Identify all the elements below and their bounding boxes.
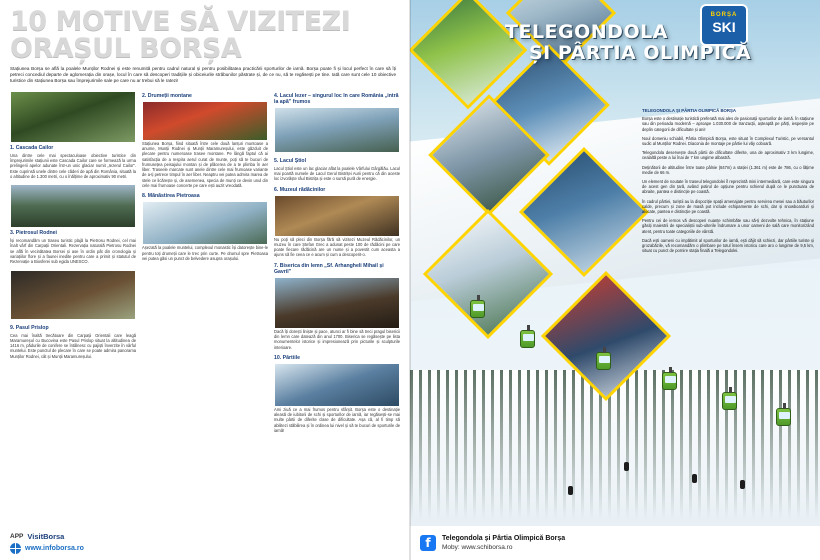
list-item: [10, 270, 136, 320]
item-title-text: Drumeții montane: [147, 92, 192, 99]
left-page-footer: [10, 532, 400, 554]
list-item: [274, 158, 400, 182]
list-item: [274, 263, 400, 350]
app-line: [10, 532, 400, 541]
info-paragraph: Noul domeniu schiabil, Pârtia Olimpică Borșa, este situat în Complexul Turistic, pe versantul sudic al Munților Rodnei. Diaconia de montaje pe pârtie lui văy coboară.: [642, 135, 814, 147]
headline-line-1: 10 MOTIVE SĂ VIZITEZI: [10, 6, 351, 37]
item-body: Una dintre cele mai spectaculoase obiective turistice din împrejurimile stațiunii este Cascada Cailor care se formează la urma prelingerii apelor adunate într-un unic glaciar numit „Iezerul Cailor”. Este cuprinsă unele dintre cele căderi de apă din România, situată la o altitudine de 1.300 metri, cu o înălțime de aproximativ 90 metri.: [10, 152, 136, 179]
item-title: [274, 263, 400, 275]
item-number: 8.: [142, 193, 147, 200]
website-url[interactable]: www.infoborsa.ro: [25, 545, 84, 552]
info-paragraph: Un element de noutate în traseul telegondolei îl reprezintă mini intermediară, care este singura de acest gen din țară, având potirul de opțiune pentru schierul după ce le punctuara de abraite, pantea e distincție pe coastă.: [642, 179, 814, 195]
right-page-footer: [410, 526, 820, 560]
info-paragraph: Pentru cei de iernos vă descoperi nuanțe schimbăte sau să-ți dezvolte tehnica, în stațiune găsiți maiestrii de specialiștii sub-ulterile îndrumare a unor oameni de sală care monitorizând atent, pentru toate categoriile de vârstă.: [642, 218, 814, 234]
website-line[interactable]: [10, 543, 400, 554]
right-page: [410, 0, 820, 560]
item-body: Lacul Știol este un lac glaciar aflat la poalele Vârfului Gârgălău. Lacul mai poartă numele de Lacul Gerul Bistriței Aurii pentru că din aceste loc izvorăște râul Bistrița și este o sursă pură de energie.: [274, 165, 400, 182]
photo-cascada-cailor: [10, 91, 136, 143]
item-title-text: Lacul Știol: [279, 157, 307, 164]
info-paragraph: Telegondola deservește două pârtii de dificultate diferite, una de aproximativ 3 km lungime, cealaltă peste a lui înai de 7 km ungime albastră.: [642, 150, 814, 161]
skier-figure: [740, 480, 745, 489]
footer-website[interactable]: Moby: www.schiborsa.ro: [442, 544, 513, 551]
list-item: [142, 93, 268, 189]
list-item: [274, 355, 400, 433]
gondola-cabin: [722, 392, 737, 410]
photo-drumetii-montane: [142, 101, 268, 141]
collage-photo-gondola: [519, 147, 649, 277]
page-title: [10, 8, 400, 62]
column-1: [10, 91, 136, 523]
item-number: 1.: [10, 144, 15, 151]
intro-paragraph: Stațiunea Borșa se află la poalele Munților Rodnei și este renumită pentru cadrul natural și pentru posibilitatea practicării sporturilor de iarnă. Borșa poate fi și locul perfect în care să îți petreci concediul departe de aglomerația din orașe, locul în care să descoperi tradițiile și obiceiurile străbunilor păstrate și, de ce nu, să te regăsești pe tine. Iată care sunt cele 10 obiective turistice din stațiunea Borșa sau împrejurimile sale pe care nu ar trebui să le ratezi!: [10, 66, 396, 84]
right-page-title: [505, 19, 805, 64]
footer-page-name: Telegondola și Pârtia Olimpică Borșa: [442, 535, 566, 542]
gondola-cabin: [470, 300, 485, 318]
item-title: [10, 230, 136, 236]
item-number: 7.: [274, 262, 279, 269]
item-title: [142, 193, 268, 199]
footer-social-text: [442, 534, 565, 552]
photo-lacul-iezer: [274, 107, 400, 153]
item-title-text: Biserica din lemn „Sf. Arhangheli Mihail și Gavril”: [274, 262, 384, 275]
collage-photo-mountain-view: [423, 209, 553, 339]
item-title: [274, 355, 400, 361]
app-label: APP: [10, 533, 24, 540]
logo-top-text: BORȘA: [710, 12, 738, 18]
item-body: Ami ziuă ce a mai frumos pentru sfârșit. Borșa este o destinație aleasă de iubitorii de schi și sporturilor de iarnă, iar regăsești-se mai multe pârtii de diferite clase de dificultate. Așa că, al fi timp să abilitezi stăbilirea și în ordinea lui nivel și să te bucuri de sporturile de iarnă!: [274, 406, 400, 434]
item-title: [10, 145, 136, 151]
list-item: [10, 184, 136, 264]
info-text-block: [642, 108, 814, 257]
column-3: [274, 91, 400, 523]
article-columns: [10, 91, 400, 523]
item-body: Dacă îți dorești liniște și pace, atunci ar fi bine să treci pragul bisericii din lemn care datează din anul 1700. Biserica se regăsește pe lista monumentelor istorice și impresionează prin picturile și sculpturile interioare.: [274, 328, 400, 350]
item-title-text: Cascada Cailor: [15, 144, 54, 151]
item-title: [142, 93, 268, 99]
item-title-text: Pietrosul Rodnei: [15, 230, 57, 237]
list-item: [10, 325, 136, 359]
info-paragraph: Deținătorii de altitudine între toate pâlnie (847m) a stației (1.361 m) este de 786, cu o lățime medie de 66 m.: [642, 164, 814, 175]
item-title-text: Pasul Prislop: [15, 324, 49, 331]
collage-photo-crowd: [541, 271, 671, 401]
item-body: Cea mai înaltă trecătoare din Carpații Orientali care leagă Maramureșul cu Bucovina este Pasul Prislop situat la altitudinea de 1416 m, pădurile de conifere se întâlnesc cu pajiști înverzite în vârful muntelui. Este punctul de plecare în care se poate admira panorama Munților Rodnei, cât și Munții Maramureșului.: [10, 332, 136, 359]
item-body: Stațiunea Borșa, fiind situată între cele două lanțuri muntoase a anume, Munții Rodnei și Munții Maramureșului, este găzduit de plecare pentru numeroase trasee montane. Pe lângă faptul că ai satisfacția de a respira aerul curat de munte, poți să te bucuri de frumusețea peisajului montan și de plăcerea de a te plimba în aer liber. Traseele marcate sunt anele dintre cele mai frumoase variante de a-ți petrece timpul în aer liber. Neaptru vei putea admira marea de stele ce licărește și, de asemenea, specia de munți ce devin unul din cele mai frumoase concerte pe care ești auzit vreodată.: [142, 140, 268, 188]
footer-contact: [10, 532, 400, 554]
app-name[interactable]: VisitBorsa: [27, 532, 65, 541]
skier-figure: [568, 486, 573, 495]
gondola-cabin: [520, 330, 535, 348]
gondola-cabin: [596, 352, 611, 370]
globe-icon: [10, 543, 21, 554]
column-2: [142, 91, 268, 523]
item-title: [10, 325, 136, 331]
info-paragraph: Dacă ești oameni cu impătimit al sporturilor de iarnă, ești dăjit să schiezi, dar pârtiile turiste și grozabăzile, vă recomandăm o plimbare pe totul însem istoricu care aro o lungime de 9,5 km, situat cu punct de pornire stația finală a Telegondolei.: [642, 237, 814, 254]
item-number: 9.: [10, 324, 15, 331]
skier-figure: [692, 474, 697, 483]
list-item: [10, 91, 136, 179]
photo-manastirea-pietroasa: [10, 270, 136, 320]
photo-manastire-2: [142, 201, 268, 245]
page-gutter: [409, 0, 411, 560]
photo-biserica-lemn: [274, 277, 400, 329]
item-number: 4.: [274, 92, 279, 99]
gondola-cabin: [662, 372, 677, 390]
logo-main-text: SKI: [712, 19, 736, 35]
right-title-line-1: TELEGONDOLA: [505, 21, 668, 43]
skier-figure: [624, 462, 629, 471]
info-paragraph: Borșa este o destinație turistică preferată mai ales de pasionații sporturilor de iarnă. În stațiune sau din perioada modernă – aproape 1.030.000 de tranzacții, așteaptă pe părți, iespeșite pe deplin categorii de dificultate și ani!: [642, 116, 814, 132]
photo-collage: [410, 0, 820, 560]
list-item: [274, 187, 400, 258]
info-paragraph: În cadrul pârtiei, turiștii au la dispoziție spații amenajate pentru servirea mesei sau a băuturilor calde, precum și zone de masă pot include echipamente de schi, dar și snowboarduri și alocate, pantea e distincție pe coastă.: [642, 198, 814, 215]
item-number: 3.: [10, 230, 15, 237]
item-title: [274, 93, 400, 105]
photo-pietrosul-rodnei: [10, 184, 136, 228]
photo-muzeul-radacinilor: [274, 195, 400, 237]
item-title-text: Muzeul rădăcinilor: [279, 186, 326, 193]
right-title-line-2: ȘI PÂRTIA OLIMPICĂ: [529, 42, 752, 64]
item-title-text: Pârtiile: [282, 354, 300, 361]
item-number: 2.: [142, 92, 147, 99]
item-title: [274, 158, 400, 164]
item-title-text: Mănăstirea Pietroasa: [147, 193, 200, 200]
info-heading: TELEGONDOLA ȘI PÂRTIA OLIMPICĂ BORȘA: [642, 108, 736, 113]
item-number: 5.: [274, 157, 279, 164]
item-number: 6.: [274, 186, 279, 193]
photo-partiile: [274, 363, 400, 407]
item-title: [274, 187, 400, 193]
facebook-icon[interactable]: f: [420, 535, 436, 551]
headline-line-2: ORAȘUL BORȘA: [10, 33, 242, 64]
item-body: Nu poți să pleci din Borșa fără să vizitezi Muzeul Rădăcinilor, un muzeu în care Ștefan Grec a adunat peste 100 de rădăcini pe care poate fiecare rădăcină are un nume și a povestit cum aceasta a ajuns să fie ceea ce e acum și cum a descoperit-o.: [274, 236, 400, 258]
item-number: 10.: [274, 354, 282, 361]
gondola-cabin: [776, 408, 791, 426]
item-title-text: Lacul Iezer – singurul loc în care România „intră la apă” frumos: [274, 92, 399, 105]
item-body: Își recomandăm un traseu turistic plajă la Pietrosu Rodnei, cel mai înalt vârf din Carpații Orientali. Rezervația naturală Pietrosu Rodnei se află în vecinătatea Borsei și ase în ordin pât din cronologia și variațiilor flore și a faunei inedite pentru care a primit și statutul de Rezervație a Biosferei sub egida UNESCO.: [10, 238, 136, 265]
list-item: [274, 93, 400, 153]
list-item: [142, 193, 268, 261]
item-body: Așezată la poalele muntelui, complexul monastic își datorește bine-le pentru toți drumeții care le trec prin curte. Pe drumul spre Pietroasa vei putea găsi un punct de belvedere asupra orașului.: [142, 245, 268, 261]
